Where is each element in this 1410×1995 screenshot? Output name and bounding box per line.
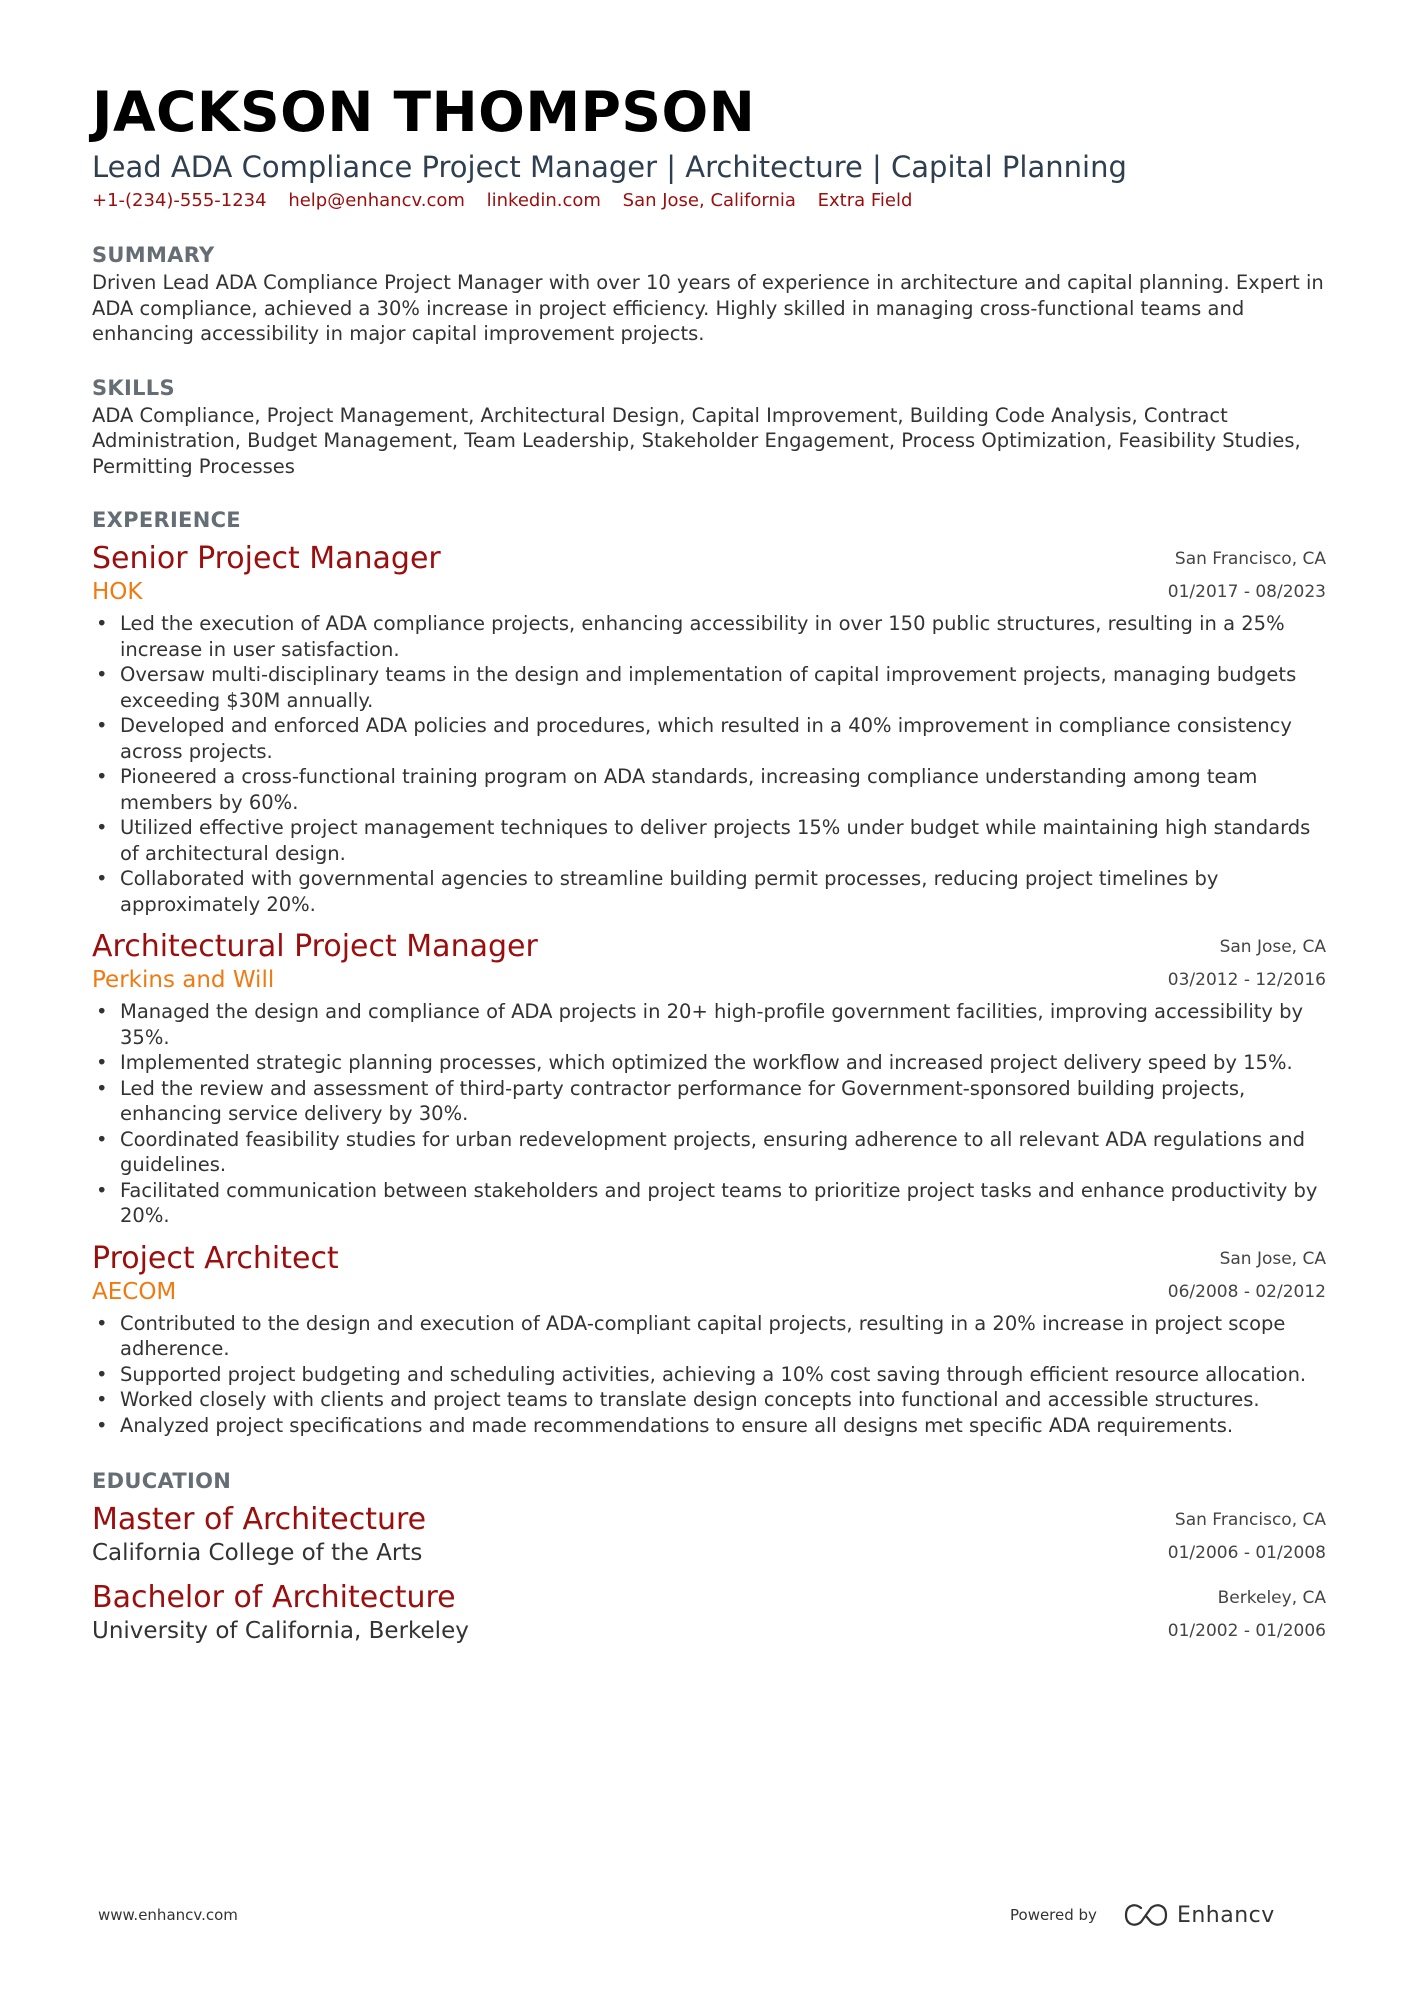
entry-header [92,541,1326,607]
footer-website-link[interactable]: www.enhancv.com [98,1906,238,1924]
bullet-item: • Analyzed project specifications and made recommendations to ensure all designs met specific ADA requirements. [120,1413,1326,1439]
headline: Lead ADA Compliance Project Manager | Architecture | Capital Planning [92,150,1127,184]
contact-phone[interactable]: +1-(234)-555-1234 [92,190,267,211]
school-name: California College of the Arts [92,1540,423,1566]
job-bullets [92,1311,1326,1439]
bullet-item: • Developed and enforced ADA policies and procedures, which resulted in a 40% improvement in compliance consistency across projects. [120,713,1326,764]
contact-linkedin[interactable]: linkedin.com [486,190,601,211]
bullet-item: • Led the execution of ADA compliance projects, enhancing accessibility in over 150 public structures, resulting in a 25% increase in user satisfaction. [120,611,1326,662]
powered-by-label: Powered by [1010,1906,1097,1924]
experience-entry [92,929,1326,1229]
school-dates: 01/2006 - 01/2008 [1167,1543,1326,1563]
school-location: San Francisco, CA [1174,1510,1326,1530]
section-title-summary: SUMMARY [92,243,215,267]
section-title-education: EDUCATION [92,1469,232,1493]
entry-left [92,929,1168,995]
bullet-item: • Coordinated feasibility studies for urban redevelopment projects, ensuring adherence to all relevant ADA regulations and guidelines. [120,1127,1326,1178]
section-title-experience: EXPERIENCE [92,508,241,532]
bullet-item: • Implemented strategic planning processes, which optimized the workflow and increased project delivery speed by 15%. [120,1050,1326,1076]
experience-section [92,505,1326,1438]
entry-meta [1168,541,1326,607]
bullet-item: • Facilitated communication between stakeholders and project teams to prioritize project tasks and enhance productivity by 20%. [120,1178,1326,1229]
skills-text: ADA Compliance, Project Management, Architectural Design, Capital Improvement, Building Code Analysis, Contract Administration, Budget Management, Team Leadership, Stakeholder Engagement, Process Optimization, Feasibility Studies, Permitting Processes [92,403,1301,478]
job-bullets [92,999,1326,1229]
job-title: Architectural Project Manager [92,929,538,964]
bullet-item: • Contributed to the design and execution of ADA-compliant capital projects, resulting in a 20% increase in project scope adherence. [120,1311,1326,1362]
entry-left [92,1502,1168,1568]
summary-section [92,240,1326,347]
brand-name: Enhancv [1176,1902,1275,1928]
enhancv-logo-icon [1123,1902,1169,1928]
bullet-item: • Oversaw multi-disciplinary teams in the design and implementation of capital improvement projects, managing budgets exceeding $30M annually. [120,662,1326,713]
degree-title: Master of Architecture [92,1502,427,1537]
contact-email[interactable]: help@enhancv.com [288,190,465,211]
job-location: San Jose, CA [1219,937,1326,957]
candidate-name: JACKSON THOMPSON [92,80,756,144]
skills-section [92,373,1326,480]
resume-header [92,78,1326,214]
contact-location: San Jose, California [622,190,796,211]
entry-left [92,1580,1168,1646]
job-dates: 06/2008 - 02/2012 [1167,1281,1326,1302]
contact-line [92,188,1326,214]
contact-extra: Extra Field [817,190,913,211]
entry-header [92,1502,1326,1568]
education-entry [92,1502,1326,1568]
job-dates: 01/2017 - 08/2023 [1167,582,1326,602]
entry-left [92,1241,1168,1307]
bullet-item: • Led the review and assessment of third-party contractor performance for Government-sponsored building projects, enhancing service delivery by 30%. [120,1076,1326,1127]
job-title: Senior Project Manager [92,541,441,576]
entry-meta [1168,1241,1326,1307]
education-section [92,1466,1326,1646]
entry-header [92,1580,1326,1646]
section-title-skills: SKILLS [92,375,175,400]
experience-entry [92,1241,1326,1439]
enhancv-brand[interactable] [1123,1902,1275,1928]
school-location: Berkeley, CA [1217,1588,1326,1608]
job-location: San Jose, CA [1219,1248,1326,1269]
job-bullets [92,611,1326,917]
job-title: Project Architect [92,1240,339,1276]
entry-meta [1168,929,1326,995]
company-name: HOK [92,579,143,605]
bullet-item: • Managed the design and compliance of ADA projects in 20+ high-profile government facilities, improving accessibility by 35%. [120,999,1326,1050]
bullet-item: • Collaborated with governmental agencies to streamline building permit processes, reducing project timelines by approximately 20%. [120,866,1326,917]
school-dates: 01/2002 - 01/2006 [1167,1621,1326,1641]
education-entry [92,1580,1326,1646]
bullet-item: • Worked closely with clients and project teams to translate design concepts into functional and accessible structures. [120,1387,1326,1413]
entry-meta [1168,1502,1326,1568]
resume-content [92,78,1326,1646]
school-name: University of California, Berkeley [92,1618,469,1644]
company-name: AECOM [92,1278,177,1305]
bullet-item: • Utilized effective project management techniques to deliver projects 15% under budget while maintaining high standards of architectural design. [120,815,1326,866]
job-dates: 03/2012 - 12/2016 [1167,970,1326,990]
bullet-item: • Pioneered a cross-functional training program on ADA standards, increasing compliance understanding among team members by 60%. [120,764,1326,815]
job-location: San Francisco, CA [1174,549,1326,569]
degree-title: Bachelor of Architecture [92,1580,456,1615]
bullet-item: • Supported project budgeting and scheduling activities, achieving a 10% cost saving through efficient resource allocation. [120,1362,1326,1388]
experience-entry [92,541,1326,917]
entry-meta [1168,1580,1326,1646]
company-name: Perkins and Will [92,967,275,993]
summary-text: Driven Lead ADA Compliance Project Manager with over 10 years of experience in architecture and capital planning. Expert in ADA compliance, achieved a 30% increase in project efficiency. Highly skilled in managing cross-functional teams and enhancing accessibility in major capital improvement projects. [92,271,1324,345]
footer-powered-by [1010,1902,1275,1928]
entry-left [92,541,1168,607]
entry-header [92,929,1326,995]
entry-header [92,1241,1326,1307]
